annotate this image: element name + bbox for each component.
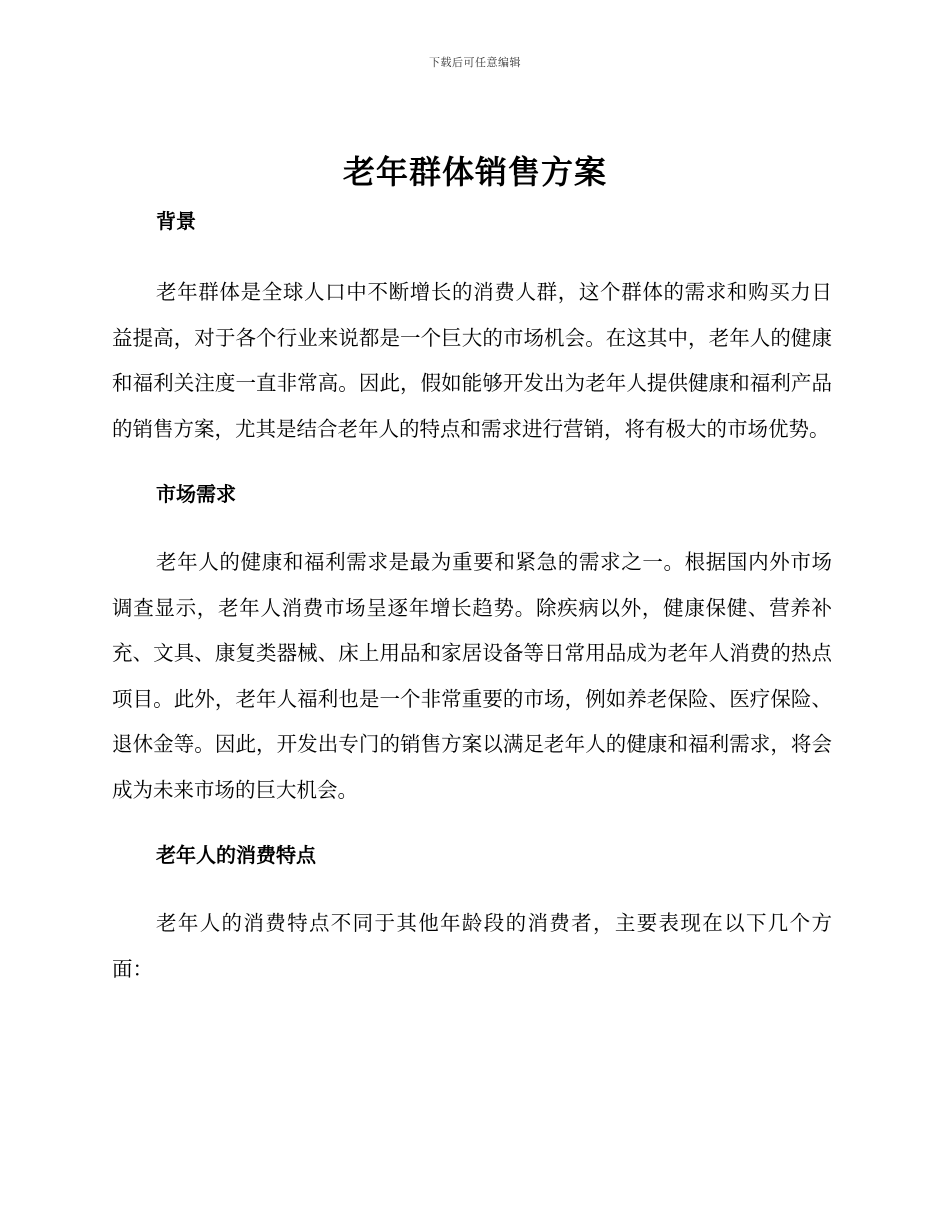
document-body: [112, 205, 832, 992]
section-paragraph-market-demand: 老年人的健康和福利需求是最为重要和紧急的需求之一。根据国内外市场调查显示，老年人消费市场呈逐年增长趋势。除疾病以外，健康保健、营养补充、文具、康复类器械、床上用品和家居设备等日常用品成为老年人消费的热点项目。此外，老年人福利也是一个非常重要的市场，例如养老保险、医疗保险、退休金等。因此，开发出专门的销售方案以满足老年人的健康和福利需求，将会成为未来市场的巨大机会。: [112, 550, 832, 802]
section-paragraph-background: 老年群体是全球人口中不断增长的消费人群，这个群体的需求和购买力日益提高，对于各个行业来说都是一个巨大的市场机会。在这其中，老年人的健康和福利关注度一直非常高。因此，假如能够开发出为老年人提供健康和福利产品的销售方案，尤其是结合老年人的特点和需求进行营销，将有极大的市场优势。: [112, 280, 832, 441]
section-paragraph-consumption-traits: 老年人的消费特点不同于其他年龄段的消费者，主要表现在以下几个方面：: [112, 911, 832, 981]
header-note: 下载后可任意编辑: [429, 56, 521, 69]
page-title: 老年群体销售方案: [342, 153, 607, 191]
section-heading-market-demand: 市场需求: [156, 482, 236, 506]
section-heading-background: 背景: [156, 209, 196, 233]
section-heading-consumption-traits: 老年人的消费特点: [156, 843, 316, 867]
